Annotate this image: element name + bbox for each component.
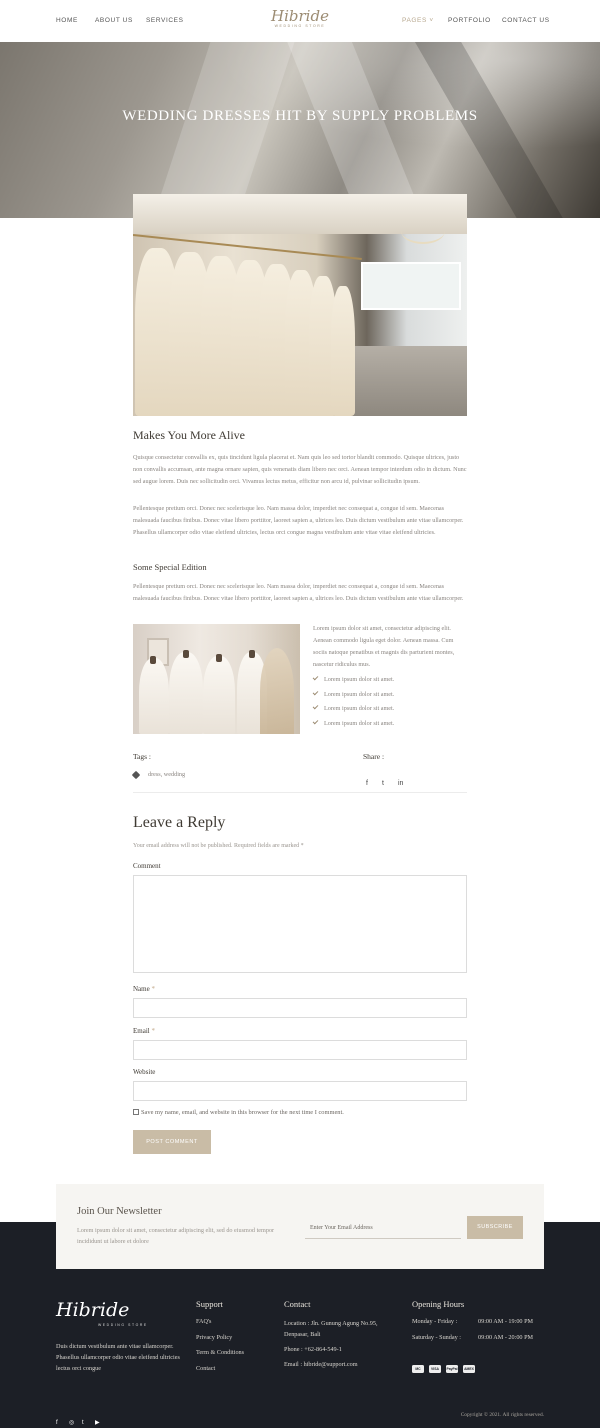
required-mark: * <box>151 985 155 993</box>
hours-heading: Opening Hours <box>412 1299 465 1309</box>
required-mark: * <box>151 1027 155 1035</box>
hero-fabric-fold <box>283 42 436 218</box>
section-heading-alive: Makes You More Alive <box>133 428 246 442</box>
contact-phone: Phone : +62-864-549-1 <box>284 1346 342 1353</box>
check-icon <box>313 718 319 724</box>
form-note: Your email address will not be published. Required fields are marked * <box>133 843 304 849</box>
paragraph-2: Pellentesque pretium orci. Donec nec scelerisque leo. Nam massa dolor, imperdiet nec consequat a, congue id sem. Maecenas malesuada faucibus finibus. Donec vitae libero porttitor, laoreet sapien a, ultrices leo. Duis dictum vestibulum ante vitae ullamcorper. Phasellus ullamcorper odio vitae eleifend ultricies, lectus orci congue magna vestibulum ante vitae vitae eleifend ultricies. <box>133 505 464 536</box>
check-list-item <box>313 720 394 735</box>
check-icon <box>313 675 319 681</box>
save-info-label: Save my name, email, and website in this browser for the next time I comment. <box>141 1109 344 1116</box>
gallery-image-gowns <box>133 624 300 734</box>
image-chandelier <box>401 218 445 244</box>
footer-link-terms[interactable]: Term & Conditions <box>196 1349 245 1356</box>
check-icon <box>313 689 319 695</box>
reply-title: Leave a Reply <box>133 814 226 831</box>
share-icons <box>366 772 414 790</box>
name-label <box>133 985 155 993</box>
save-info-checkbox[interactable] <box>133 1109 139 1115</box>
newsletter-email-input[interactable]: Enter Your Email Address <box>305 1221 461 1239</box>
footer-logo-script: Hibride <box>56 1299 130 1321</box>
hero-fabric-shadow <box>408 42 573 218</box>
hours-row <box>412 1318 544 1334</box>
tags-label: Tags : <box>133 752 152 761</box>
share-label: Share : <box>363 752 385 761</box>
check-item-text: Lorem ipsum dolor sit amet. <box>324 690 395 698</box>
post-comment-button[interactable]: POST COMMENT <box>133 1130 211 1154</box>
image-dress <box>331 286 355 416</box>
contact-location: Location : Jln. Gunung Agung No.95, Denpasar, Bali <box>284 1320 378 1338</box>
footer-link-contact[interactable]: Contact <box>196 1364 216 1372</box>
nav-services[interactable]: SERVICES <box>146 17 184 24</box>
site-logo[interactable] <box>262 8 338 34</box>
comment-textarea[interactable] <box>133 875 467 973</box>
comment-label: Comment <box>133 862 161 870</box>
support-links <box>196 1318 244 1380</box>
nav-home[interactable]: HOME <box>56 17 78 24</box>
email-field[interactable] <box>133 1040 467 1060</box>
name-label-text: Name <box>133 985 150 993</box>
hero-fabric-fold <box>142 42 298 218</box>
paragraph-1: Quisque consectetur convallis ex, quis tincidunt ligula placerat et. Nam quis leo sed tortor blandit commodo. Quisque ultrices, justo non convallis accumsan, ante magna ornare sapien, quis venenatis diam libero nec orci. Aenean tempor interdum odio in dictum. Nunc sed augue lorem. Duis nec sollicitudin orci. Vivamus lectus metus, efficitur non arcu id, pulvinar sollicitudin ipsum. <box>133 454 467 485</box>
website-label: Website <box>133 1068 156 1076</box>
email-label <box>133 1027 155 1035</box>
post-title: WEDDING DRESSES HIT BY SUPPLY PROBLEMS <box>122 108 478 124</box>
check-list-item <box>313 691 394 706</box>
image-stand <box>216 654 222 662</box>
image-gown <box>169 652 203 734</box>
top-navigation <box>0 0 600 42</box>
nav-pages-dropdown[interactable]: PAGES ˅ <box>402 17 434 24</box>
hours-day: Saturday - Sunday : <box>412 1333 461 1341</box>
contact-heading: Contact <box>284 1299 311 1309</box>
hours-day: Monday - Friday : <box>412 1318 458 1325</box>
image-pampas-decor <box>260 648 294 734</box>
footer-social <box>56 1411 108 1428</box>
amex-icon: AMEX <box>464 1367 474 1371</box>
newsletter-title: Join Our Newsletter <box>77 1206 162 1217</box>
side-paragraph: Lorem ipsum dolor sit amet, consectetur adipiscing elit. Aenean commodo ligula eget dolor. Aenean massa. Cum sociis natoque penatibus et magnis dis parturient montes, nascetur ridiculus mus. <box>313 625 455 668</box>
save-info-row <box>133 1109 344 1116</box>
nav-portfolio[interactable]: PORTFOLIO <box>448 17 491 24</box>
nav-contact-us[interactable]: CONTACT US <box>502 17 550 24</box>
logo-script: Hibride <box>271 7 329 25</box>
image-stand <box>249 650 255 658</box>
tag-links[interactable]: dress, wedding <box>148 771 186 778</box>
hours-row <box>412 1334 544 1350</box>
check-list-item <box>313 676 394 691</box>
facebook-icon[interactable]: f <box>366 780 368 787</box>
subscribe-button[interactable]: SUBSCRIBE <box>467 1216 523 1239</box>
email-label-text: Email <box>133 1027 150 1035</box>
instagram-icon[interactable]: ◎ <box>69 1420 75 1426</box>
copyright: Copyright © 2021. All rights reserved. <box>460 1412 544 1418</box>
payment-icons <box>412 1357 480 1375</box>
twitter-icon[interactable]: t <box>382 780 384 787</box>
divider <box>133 792 467 793</box>
footer-logo-subtitle: WEDDING STORE <box>98 1323 148 1327</box>
footer-logo[interactable] <box>56 1300 156 1330</box>
tag-icon <box>132 771 140 779</box>
nav-about-us[interactable]: ABOUT US <box>95 17 133 24</box>
image-window <box>361 262 461 310</box>
check-item-text: Lorem ipsum dolor sit amet. <box>324 705 395 712</box>
check-list <box>313 676 394 734</box>
visa-icon: VISA <box>429 1365 441 1373</box>
hours-time: 09:00 AM - 20:00 PM <box>478 1333 534 1341</box>
website-field[interactable] <box>133 1081 467 1101</box>
hours-time: 09:00 AM - 19:00 PM <box>478 1318 534 1325</box>
paragraph-3: Pellentesque pretium orci. Donec nec scelerisque leo. Nam massa dolor, imperdiet nec consequat a, congue id sem. Maecenas malesuada faucibus finibus. Donec vitae libero porttitor, laoreet sapien a, ultrices leo. Duis dictum vestibulum ante vitae ullamcorper. <box>133 583 464 602</box>
name-field[interactable] <box>133 998 467 1018</box>
logo-subtitle: WEDDING STORE <box>274 24 326 28</box>
youtube-icon[interactable]: ▶ <box>95 1420 100 1426</box>
featured-image-bridal-shop <box>133 194 467 416</box>
twitter-icon[interactable]: t <box>82 1420 84 1426</box>
newsletter-box <box>56 1184 544 1269</box>
image-gown <box>139 658 169 734</box>
check-item-text: Lorem ipsum dolor sit amet. <box>324 676 395 683</box>
footer-link-privacy[interactable]: Privacy Policy <box>196 1333 233 1341</box>
newsletter-text: Lorem ipsum dolor sit amet, consectetur adipiscing elit, sed do eiusmod tempor incididunt ut labore et dolore <box>77 1227 275 1245</box>
support-heading: Support <box>196 1299 223 1309</box>
image-stand <box>150 656 156 664</box>
mastercard-icon: MC <box>412 1365 424 1373</box>
linkedin-icon[interactable]: in <box>398 780 404 787</box>
image-stand <box>183 650 189 658</box>
opening-hours <box>412 1318 544 1349</box>
section-heading-special: Some Special Edition <box>133 562 207 572</box>
check-item-text: Lorem ipsum dolor sit amet. <box>324 719 395 727</box>
hero-banner <box>0 42 600 218</box>
contact-info <box>284 1318 394 1374</box>
paypal-icon: PayPal <box>446 1367 458 1371</box>
footer-link-faqs[interactable]: FAQ's <box>196 1318 212 1325</box>
contact-email[interactable]: Email : hibride@support.com <box>284 1361 358 1368</box>
image-gown <box>203 656 235 734</box>
check-list-item <box>313 705 394 720</box>
footer-description: Duis dictum vestibulum ante vitae ullamcorper. Phasellus ullamcorper odio vitae eleifend ultricies lectus orci congue <box>56 1343 180 1372</box>
check-icon <box>313 704 319 710</box>
facebook-icon[interactable]: f <box>56 1420 58 1426</box>
